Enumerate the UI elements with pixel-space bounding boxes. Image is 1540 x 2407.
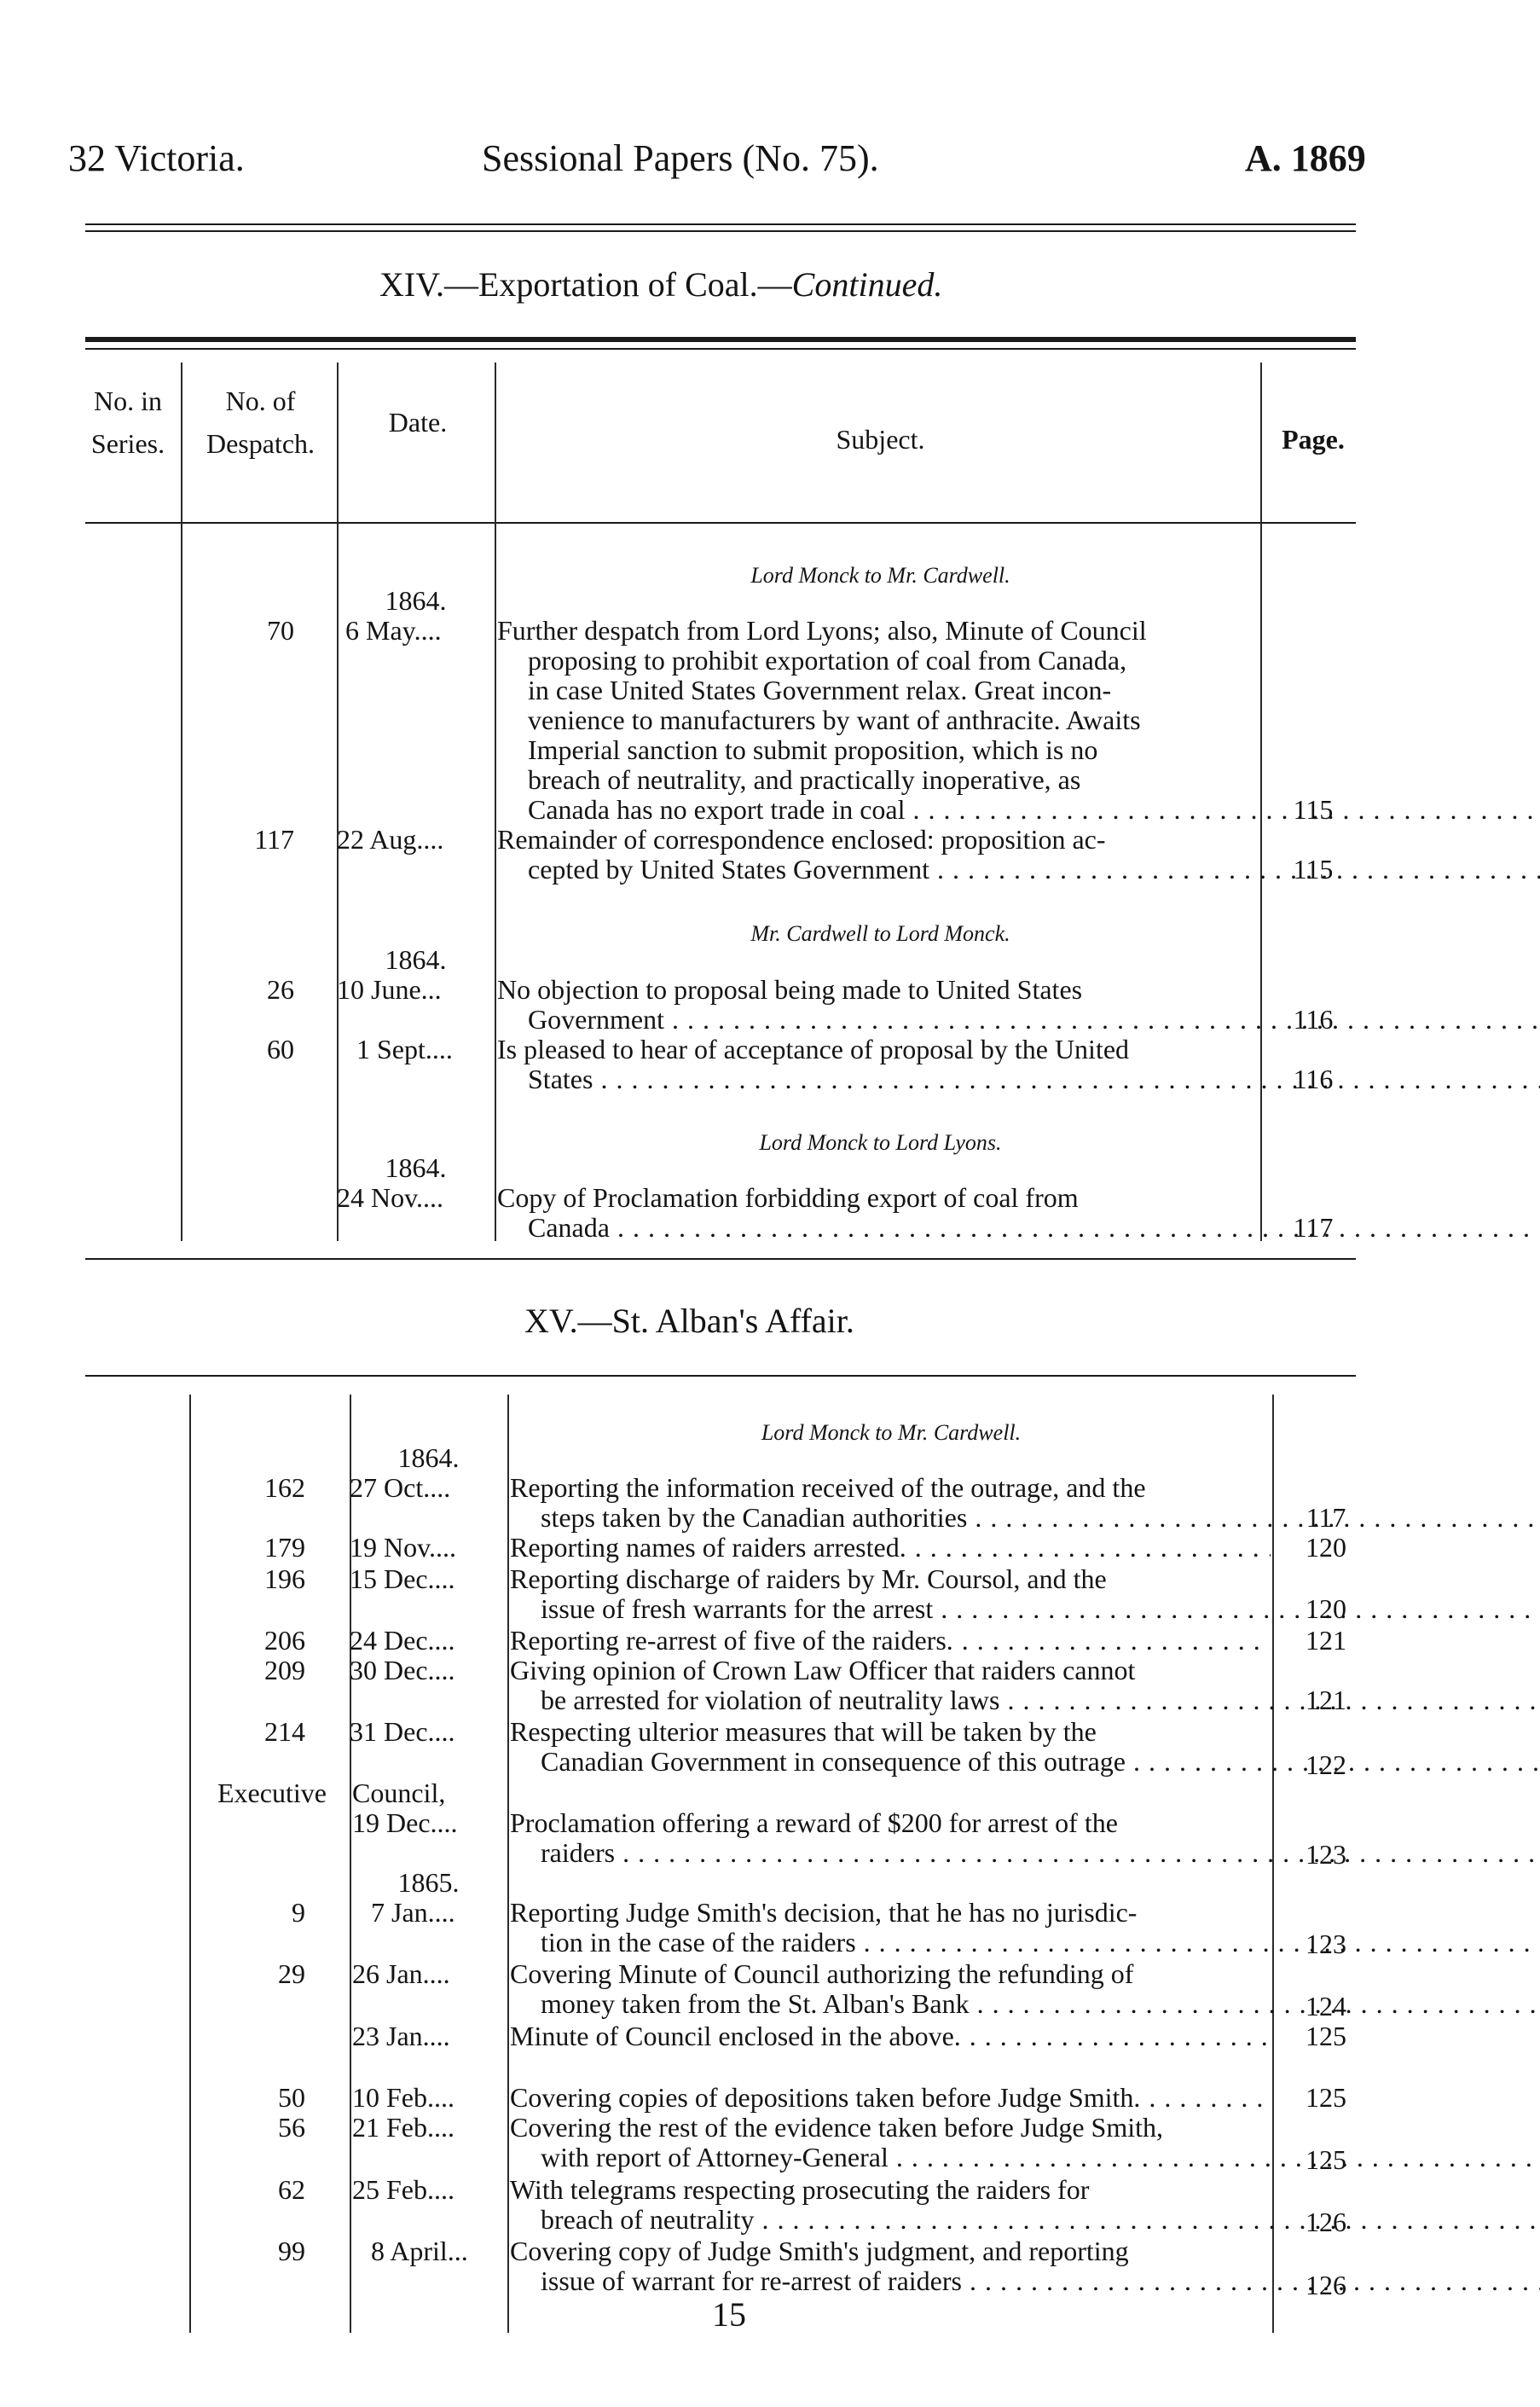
subheading-monck-lyons: Lord Monck to Lord Lyons. [759, 1130, 1002, 1155]
entry-subject: Minute of Council enclosed in the above . . . [510, 2021, 1271, 2051]
entry-date: 10 June... [337, 974, 442, 1005]
entry-subject: Reporting Judge Smith's decision, that he has no jurisdic- tion in the case of the raiders . . . [510, 1898, 1271, 1958]
entry-subject: Reporting discharge of raiders by Mr. Coursol, and the issue of fresh warrants for the arrest . . . [510, 1564, 1271, 1624]
subheading-xv: Lord Monck to Mr. Cardwell. [761, 1420, 1022, 1445]
page-ref: 124 [1306, 1991, 1346, 2021]
subheading-monck-cardwell: Lord Monck to Mr. Cardwell. [750, 563, 1010, 588]
header-left: 32 Victoria. [68, 137, 245, 179]
page-ref: 125 [1306, 2021, 1346, 2051]
col-head-rule [85, 522, 1356, 524]
header-right: A. 1869 [1245, 137, 1366, 179]
despatch-number: 196 [264, 1563, 305, 1594]
despatch-number: 56 [278, 2112, 305, 2143]
despatch-number: 50 [278, 2082, 305, 2113]
despatch-number: 29 [278, 1958, 305, 1989]
entry-subject: Respecting ulterior measures that will be taken by the Canadian Government in consequence of this outrage . . . [510, 1717, 1271, 1777]
entry-date: 24 Dec.... [350, 1625, 455, 1656]
entry-date: 25 Feb.... [352, 2174, 454, 2205]
section-title-xiv: XIV.—Exportation of Coal.—Continued. [379, 265, 943, 304]
vline-xv-date [507, 1395, 509, 2333]
entry-subject: Giving opinion of Crown Law Officer that raiders cannot be arrested for violation of neutrality laws . . . [510, 1656, 1271, 1715]
entry-date: 10 Feb.... [352, 2082, 454, 2113]
despatch-number: 62 [278, 2174, 305, 2205]
despatch-number: 9 [292, 1897, 305, 1928]
page-ref: 115 [1293, 854, 1334, 884]
page-ref: 115 [1293, 794, 1334, 825]
entry-date: 21 Feb.... [352, 2112, 454, 2143]
despatch-number: 214 [264, 1716, 305, 1747]
entry-subject: Remainder of correspondence enclosed: proposition ac- cepted by United States Government . . . [497, 825, 1259, 884]
entry-date: 31 Dec.... [350, 1716, 455, 1747]
page-ref: 126 [1306, 2207, 1346, 2237]
despatch-number: 209 [264, 1655, 305, 1685]
col-head-page: Page. [1282, 424, 1345, 455]
entry-subject: Reporting the information received of the outrage, and the steps taken by the Canadian authorities . . . [510, 1473, 1271, 1533]
year-label: 1864. [385, 585, 447, 616]
section-rule-thin [85, 348, 1356, 350]
section-rule-thick [85, 337, 1356, 342]
despatch-number: 162 [264, 1472, 305, 1503]
section-xv-rule [85, 1375, 1356, 1377]
year-label: 1864. [385, 944, 447, 975]
despatch-number: 26 [267, 974, 294, 1005]
entry-subject: Further despatch from Lord Lyons; also, Minute of Council proposing to prohibit exportation of coal from Canada, in case United States Government relax. Great incon- venience to manufacturers by want of anthracite. Awaits Imperial sanction to submit proposition, which is no breach of neutrality, and practically inoperative, as Canada has no export trade in coal . . . [497, 616, 1259, 825]
entry-subject: Covering copies of depositions taken before Judge Smith . . . [510, 2083, 1271, 2113]
vline-xv-left [189, 1395, 191, 2333]
page-ref: 125 [1306, 2082, 1346, 2113]
page-ref: 120 [1306, 1593, 1346, 1624]
entry-date: 19 Nov.... [350, 1532, 457, 1563]
page-ref: 116 [1293, 1004, 1334, 1035]
page-number: 15 [712, 2295, 746, 2334]
entry-date: 1 Sept.... [356, 1034, 453, 1064]
council-label: Council, [352, 1778, 446, 1808]
entry-date: 19 Dec.... [352, 1807, 458, 1838]
executive-label: Executive [217, 1778, 327, 1808]
entry-subject: Covering copy of Judge Smith's judgment, and reporting issue of warrant for re-arrest of raiders . . . [510, 2236, 1271, 2296]
page-ref: 121 [1306, 1625, 1346, 1656]
entry-date: 15 Dec.... [350, 1563, 455, 1594]
entry-date: 6 May.... [345, 615, 442, 646]
despatch-number: 206 [264, 1625, 305, 1656]
entry-date: 24 Nov.... [337, 1182, 444, 1213]
vline-date [495, 362, 496, 1241]
page-ref: 122 [1306, 1749, 1346, 1780]
col-head-series: No. in Series. [90, 386, 165, 459]
despatch-number: 70 [267, 615, 294, 646]
page-ref: 126 [1306, 2270, 1346, 2300]
entry-subject: No objection to proposal being made to United States Government . . . [497, 975, 1259, 1035]
despatch-number: 117 [254, 824, 294, 855]
page-ref: 123 [1306, 1928, 1346, 1959]
entry-date: 27 Oct.... [350, 1472, 451, 1503]
vline-despatch [337, 362, 339, 1241]
year-label: 1865. [397, 1867, 460, 1898]
entry-subject: Reporting re-arrest of five of the raiders . . . [510, 1626, 1271, 1656]
page-ref: 117 [1306, 1502, 1346, 1533]
vline-series [181, 362, 182, 1241]
col-head-subject: Subject. [836, 424, 925, 455]
header-rule-1 [85, 223, 1356, 225]
entry-subject: With telegrams respecting prosecuting the raiders for breach of neutrality . . . [510, 2175, 1271, 2235]
col-head-date: Date. [388, 407, 448, 438]
despatch-number: 60 [267, 1034, 294, 1064]
entry-date: 22 Aug.... [337, 824, 444, 855]
entry-date: 26 Jan.... [352, 1958, 450, 1989]
entry-date: 7 Jan.... [371, 1897, 455, 1928]
page-ref: 120 [1306, 1532, 1346, 1563]
col-head-despatch: No. of Despatch. [206, 386, 316, 459]
entry-subject: Reporting names of raiders arrested . . . [510, 1533, 1271, 1563]
page-ref: 125 [1306, 2144, 1346, 2175]
page-ref: 117 [1293, 1212, 1334, 1243]
page-ref: 116 [1293, 1064, 1334, 1094]
page-ref: 121 [1306, 1685, 1346, 1715]
header-center: Sessional Papers (No. 75). [482, 137, 879, 179]
section-end-rule [85, 1258, 1356, 1260]
year-label: 1864. [397, 1442, 460, 1473]
entry-subject: Covering Minute of Council authorizing the refunding of money taken from the St. Alban's Bank . . . [510, 1959, 1271, 2019]
entry-subject: Proclamation offering a reward of $200 for arrest of the raiders . . . [510, 1808, 1271, 1868]
section-title-xv: XV.—St. Alban's Affair. [524, 1302, 854, 1340]
page-ref: 123 [1306, 1839, 1346, 1870]
entry-date: 8 April... [371, 2236, 468, 2266]
entry-subject: Copy of Proclamation forbidding export of coal from Canada . . . [497, 1183, 1259, 1243]
entry-subject: Is pleased to hear of acceptance of proposal by the United States . . . [497, 1035, 1259, 1094]
header-rule-2 [85, 230, 1356, 232]
subheading-cardwell-monck: Mr. Cardwell to Lord Monck. [750, 921, 1010, 946]
year-label: 1864. [385, 1152, 447, 1183]
entry-date: 23 Jan.... [352, 2021, 450, 2051]
despatch-number: 99 [278, 2236, 305, 2266]
entry-subject: Covering the rest of the evidence taken before Judge Smith, with report of Attorney-General . . . [510, 2113, 1271, 2172]
entry-date: 30 Dec.... [350, 1655, 455, 1685]
despatch-number: 179 [264, 1532, 305, 1563]
